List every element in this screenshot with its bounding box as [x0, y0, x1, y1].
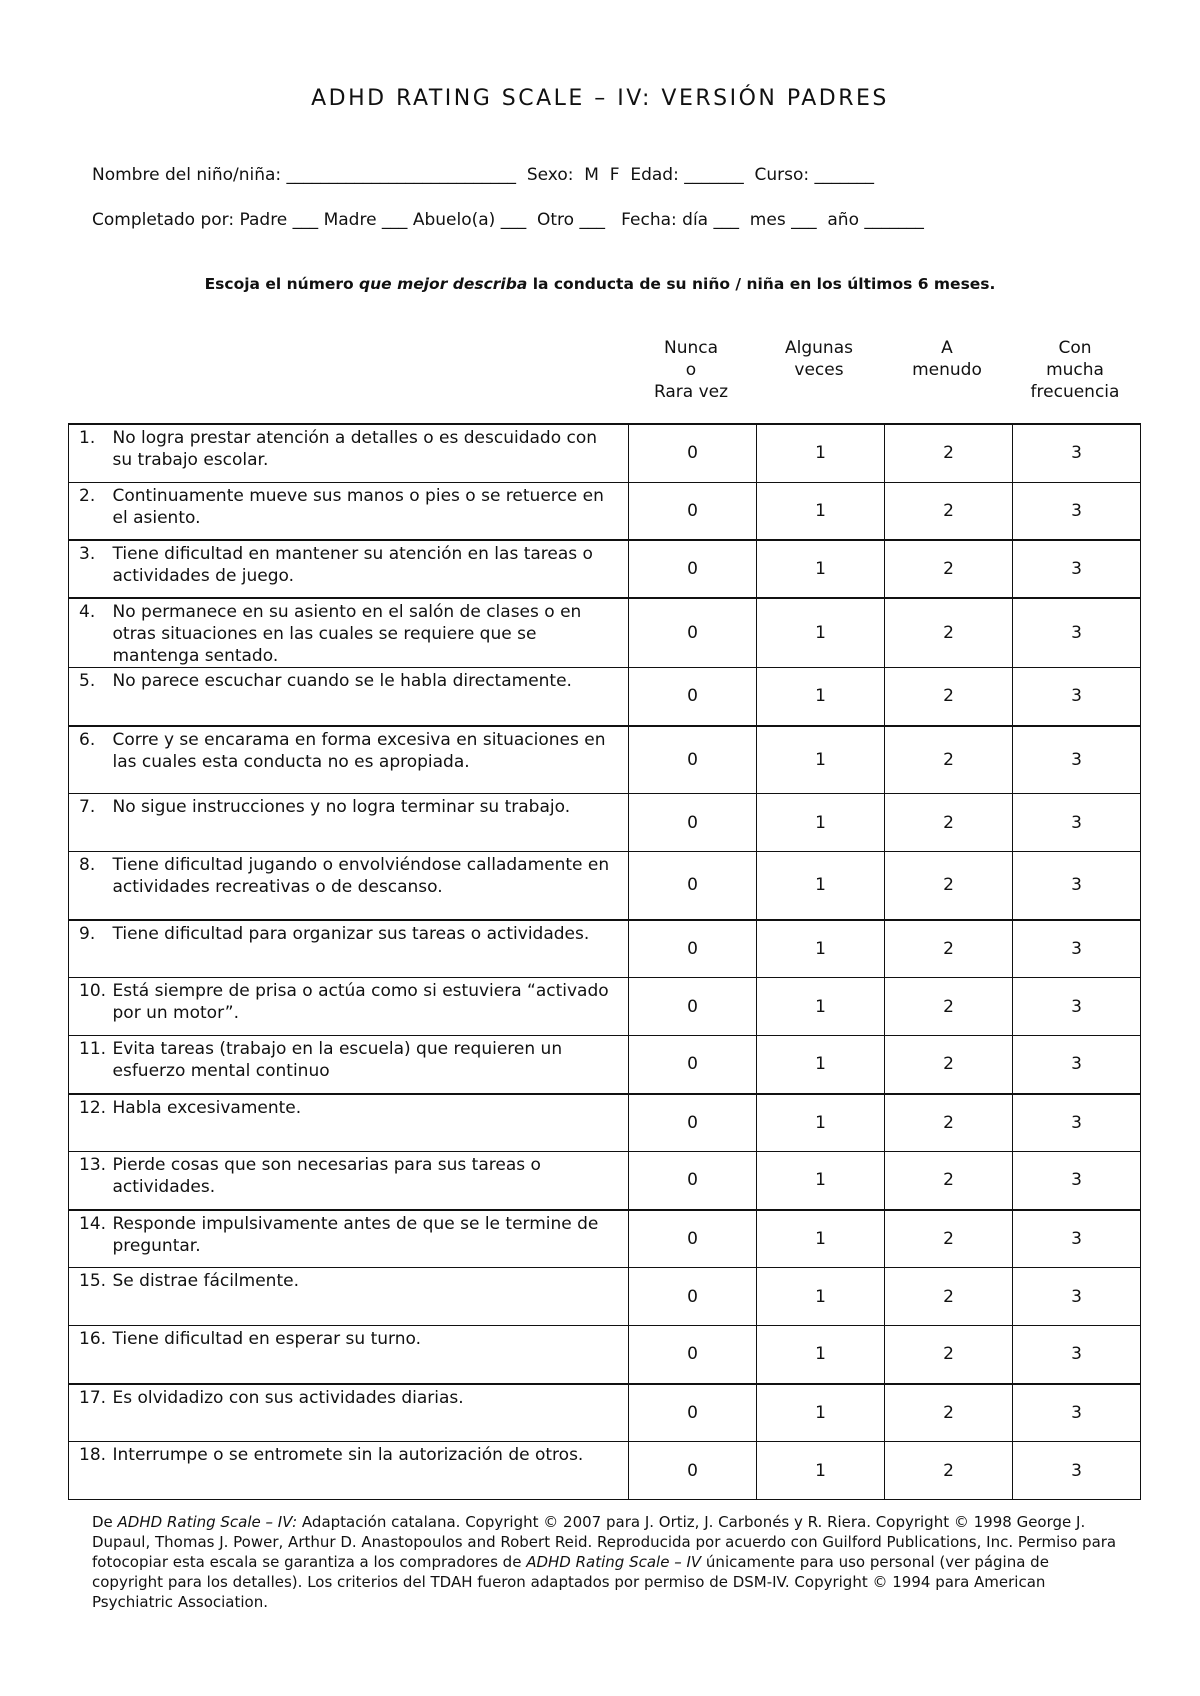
rating-option-0[interactable]: 0 — [629, 598, 757, 668]
rating-option-2[interactable]: 2 — [885, 1442, 1013, 1500]
rating-option-2[interactable]: 2 — [885, 1036, 1013, 1094]
table-row — [69, 482, 1141, 540]
rating-option-1[interactable]: 1 — [757, 1094, 885, 1152]
rating-option-0[interactable]: 0 — [629, 920, 757, 978]
table-row — [69, 1036, 1141, 1094]
rating-option-3[interactable]: 3 — [1013, 1326, 1141, 1384]
rating-option-3[interactable]: 3 — [1013, 726, 1141, 794]
footer-text-1: De — [92, 1513, 118, 1531]
rating-option-2[interactable]: 2 — [885, 1210, 1013, 1268]
rating-option-3[interactable]: 3 — [1013, 978, 1141, 1036]
rating-option-0[interactable]: 0 — [629, 1268, 757, 1326]
item-number: 7. — [69, 794, 113, 852]
table-row — [69, 1268, 1141, 1326]
item-text: Tiene dificultad en esperar su turno. — [113, 1326, 629, 1384]
table-row — [69, 1152, 1141, 1210]
rating-option-1[interactable]: 1 — [757, 540, 885, 598]
item-text: Tiene dificultad jugando o envolviéndose calladamente en actividades recreativas o de descanso. — [113, 852, 629, 920]
item-number: 5. — [69, 668, 113, 726]
table-row — [69, 424, 1141, 482]
table-row — [69, 1326, 1141, 1384]
rating-option-1[interactable]: 1 — [757, 1210, 885, 1268]
rating-option-3[interactable]: 3 — [1013, 794, 1141, 852]
table-row — [69, 1442, 1141, 1500]
item-number: 6. — [69, 726, 113, 794]
table-row — [69, 540, 1141, 598]
table-row — [69, 978, 1141, 1036]
rating-option-1[interactable]: 1 — [757, 482, 885, 540]
table-row — [69, 598, 1141, 668]
rating-option-0[interactable]: 0 — [629, 1094, 757, 1152]
rating-option-0[interactable]: 0 — [629, 978, 757, 1036]
column-header-very-often: Con mucha frecuencia — [1030, 338, 1120, 402]
rating-option-1[interactable]: 1 — [757, 1384, 885, 1442]
item-number: 14. — [69, 1210, 113, 1268]
child-info-line: Nombre del niño/niña: ___________________________ Sexo: M F Edad: _______ Curso: _______ — [92, 165, 875, 185]
rating-option-3[interactable]: 3 — [1013, 1152, 1141, 1210]
rating-option-0[interactable]: 0 — [629, 1384, 757, 1442]
column-header-never: Nunca o Rara vez — [653, 338, 729, 402]
rating-option-3[interactable]: 3 — [1013, 1210, 1141, 1268]
rating-option-0[interactable]: 0 — [629, 668, 757, 726]
rating-option-0[interactable]: 0 — [629, 852, 757, 920]
item-text: Tiene dificultad en mantener su atención en las tareas o actividades de juego. — [113, 540, 629, 598]
rating-option-3[interactable]: 3 — [1013, 424, 1141, 482]
completed-by-line: Completado por: Padre ___ Madre ___ Abuelo(a) ___ Otro ___ Fecha: día ___ mes ___ año _______ — [92, 210, 924, 230]
item-text: Se distrae fácilmente. — [113, 1268, 629, 1326]
footer-text-2: Adaptación catalana. Copyright © 2007 para J. Ortiz, J. Carbonés y R. Riera. Copyright © 1998 George J. Dupaul, Thomas J. Power, Arthur D. Anastopoulos and Robert Reid. Reproducida por acuerdo con Guilford Publications, Inc. Permiso para fotocopiar esta escala se garantiza a los compradores de — [92, 1513, 1117, 1571]
rating-option-3[interactable]: 3 — [1013, 540, 1141, 598]
rating-option-1[interactable]: 1 — [757, 424, 885, 482]
item-number: 1. — [69, 424, 113, 482]
rating-option-3[interactable]: 3 — [1013, 668, 1141, 726]
table-row — [69, 1094, 1141, 1152]
rating-option-1[interactable]: 1 — [757, 598, 885, 668]
footer-italic-1: ADHD Rating Scale – IV: — [117, 1513, 298, 1531]
item-text: No sigue instrucciones y no logra terminar su trabajo. — [113, 794, 629, 852]
rating-option-1[interactable]: 1 — [757, 726, 885, 794]
rating-option-3[interactable]: 3 — [1013, 598, 1141, 668]
rating-option-0[interactable]: 0 — [629, 1210, 757, 1268]
item-text: Corre y se encarama en forma excesiva en situaciones en las cuales esta conducta no es apropiada. — [113, 726, 629, 794]
rating-option-1[interactable]: 1 — [757, 920, 885, 978]
instructions-emphasis: que mejor describa — [359, 275, 528, 293]
rating-option-1[interactable]: 1 — [757, 794, 885, 852]
rating-option-0[interactable]: 0 — [629, 482, 757, 540]
rating-option-0[interactable]: 0 — [629, 726, 757, 794]
rating-option-2[interactable]: 2 — [885, 920, 1013, 978]
rating-option-1[interactable]: 1 — [757, 978, 885, 1036]
rating-option-2[interactable]: 2 — [885, 1326, 1013, 1384]
item-text: No parece escuchar cuando se le habla directamente. — [113, 668, 629, 726]
item-number: 10. — [69, 978, 113, 1036]
rating-option-0[interactable]: 0 — [629, 1036, 757, 1094]
item-text: No logra prestar atención a detalles o es descuidado con su trabajo escolar. — [113, 424, 629, 482]
footer-text-3: únicamente para uso personal (ver página de copyright para los detalles). Los criterios del TDAH fueron adaptados por permiso de DSM-IV. Copyright © 1994 para American Psychiatric Association. — [92, 1553, 1049, 1611]
item-number: 18. — [69, 1442, 113, 1500]
copyright-footer — [92, 1512, 1122, 1612]
rating-table — [68, 423, 1141, 1500]
rating-option-0[interactable]: 0 — [629, 1442, 757, 1500]
item-text: Es olvidadizo con sus actividades diarias. — [113, 1384, 629, 1442]
rating-option-0[interactable]: 0 — [629, 424, 757, 482]
rating-option-0[interactable]: 0 — [629, 540, 757, 598]
rating-option-2[interactable]: 2 — [885, 598, 1013, 668]
item-number: 3. — [69, 540, 113, 598]
rating-option-0[interactable]: 0 — [629, 1152, 757, 1210]
column-header-often: A menudo — [912, 338, 982, 380]
item-text: No permanece en su asiento en el salón de clases o en otras situaciones en las cuales se requiere que se mantenga sentado. — [113, 598, 629, 668]
rating-option-1[interactable]: 1 — [757, 1152, 885, 1210]
table-row — [69, 852, 1141, 920]
column-header-sometimes: Algunas veces — [785, 338, 853, 380]
table-row — [69, 726, 1141, 794]
rating-option-1[interactable]: 1 — [757, 1268, 885, 1326]
item-text: Continuamente mueve sus manos o pies o se retuerce en el asiento. — [113, 482, 629, 540]
rating-option-1[interactable]: 1 — [757, 852, 885, 920]
item-number: 2. — [69, 482, 113, 540]
table-row — [69, 668, 1141, 726]
item-text: Interrumpe o se entromete sin la autorización de otros. — [113, 1442, 629, 1500]
rating-option-3[interactable]: 3 — [1013, 1384, 1141, 1442]
rating-option-2[interactable]: 2 — [885, 668, 1013, 726]
footer-italic-2: ADHD Rating Scale – IV — [526, 1553, 702, 1571]
item-text: Responde impulsivamente antes de que se le termine de preguntar. — [113, 1210, 629, 1268]
rating-option-3[interactable]: 3 — [1013, 1036, 1141, 1094]
rating-option-2[interactable]: 2 — [885, 1152, 1013, 1210]
page-title: ADHD RATING SCALE – IV: VERSIÓN PADRES — [311, 86, 889, 111]
rating-option-2[interactable]: 2 — [885, 482, 1013, 540]
rating-option-2[interactable]: 2 — [885, 794, 1013, 852]
item-text: Habla excesivamente. — [113, 1094, 629, 1152]
rating-option-3[interactable]: 3 — [1013, 1442, 1141, 1500]
table-row — [69, 1384, 1141, 1442]
rating-option-1[interactable]: 1 — [757, 1442, 885, 1500]
item-number: 4. — [69, 598, 113, 668]
table-row — [69, 920, 1141, 978]
item-number: 12. — [69, 1094, 113, 1152]
rating-option-1[interactable]: 1 — [757, 668, 885, 726]
rating-option-1[interactable]: 1 — [757, 1036, 885, 1094]
rating-option-2[interactable]: 2 — [885, 540, 1013, 598]
rating-option-2[interactable]: 2 — [885, 1268, 1013, 1326]
rating-option-2[interactable]: 2 — [885, 424, 1013, 482]
instructions-part2: la conducta de su niño / niña en los últimos 6 meses. — [527, 275, 996, 293]
item-number: 17. — [69, 1384, 113, 1442]
item-number: 9. — [69, 920, 113, 978]
instructions-part1: Escoja el número — [204, 275, 360, 293]
rating-option-3[interactable]: 3 — [1013, 1094, 1141, 1152]
rating-option-2[interactable]: 2 — [885, 852, 1013, 920]
rating-option-0[interactable]: 0 — [629, 1326, 757, 1384]
item-number: 15. — [69, 1268, 113, 1326]
rating-option-0[interactable]: 0 — [629, 794, 757, 852]
rating-option-3[interactable]: 3 — [1013, 852, 1141, 920]
table-row — [69, 794, 1141, 852]
instructions — [0, 275, 1200, 293]
item-number: 8. — [69, 852, 113, 920]
rating-option-3[interactable]: 3 — [1013, 482, 1141, 540]
rating-option-2[interactable]: 2 — [885, 978, 1013, 1036]
rating-option-2[interactable]: 2 — [885, 1094, 1013, 1152]
table-row — [69, 1210, 1141, 1268]
rating-option-3[interactable]: 3 — [1013, 920, 1141, 978]
rating-option-2[interactable]: 2 — [885, 1384, 1013, 1442]
item-text: Tiene dificultad para organizar sus tareas o actividades. — [113, 920, 629, 978]
item-text: Está siempre de prisa o actúa como si estuviera “activado por un motor”. — [113, 978, 629, 1036]
rating-option-2[interactable]: 2 — [885, 726, 1013, 794]
item-text: Pierde cosas que son necesarias para sus tareas o actividades. — [113, 1152, 629, 1210]
rating-option-3[interactable]: 3 — [1013, 1268, 1141, 1326]
item-text: Evita tareas (trabajo en la escuela) que requieren un esfuerzo mental continuo — [113, 1036, 629, 1094]
item-number: 13. — [69, 1152, 113, 1210]
item-number: 16. — [69, 1326, 113, 1384]
rating-option-1[interactable]: 1 — [757, 1326, 885, 1384]
item-number: 11. — [69, 1036, 113, 1094]
